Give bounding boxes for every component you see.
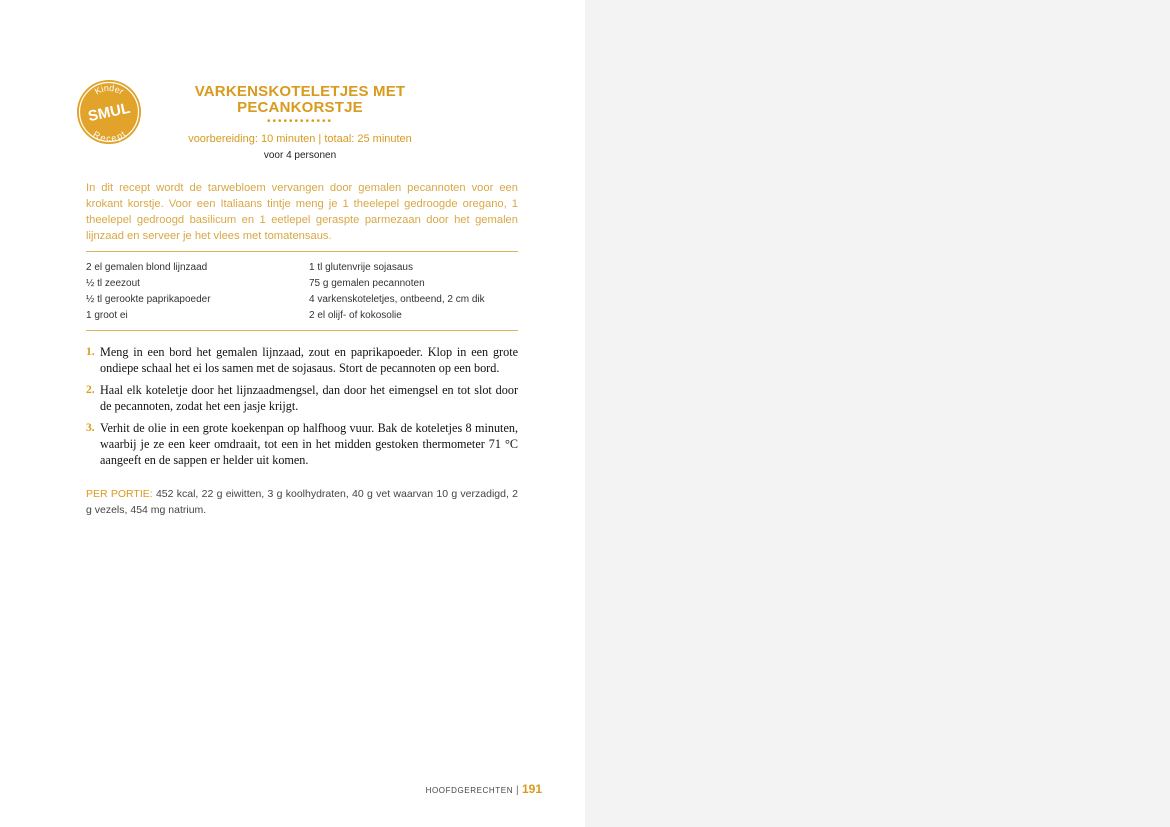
ingredient-item: 1 tl glutenvrije sojasaus: [309, 262, 413, 273]
footer-separator: |: [515, 785, 520, 796]
step-number: 1.: [86, 346, 95, 358]
kinder-smul-recept-badge: [76, 79, 142, 145]
ingredient-item: 75 g gemalen pecannoten: [309, 278, 425, 289]
ingredient-item: 4 varkenskoteletjes, ontbeend, 2 cm dik: [309, 294, 485, 305]
recipe-title-line-2: PECANKORSTJE: [237, 99, 363, 116]
step-number: 2.: [86, 384, 95, 396]
divider-top: [86, 251, 518, 252]
recipe-intro: In dit recept wordt de tarwebloem vervangen door gemalen pecannoten voor een krokant korstje. Voor een Italiaans tintje meng je 1 theelepel gedroogde oregano, 1 theelepel gedroogd basilicum en 1 eetlepel geraspte parmezaan door het gemalen lijnzaad en serveer je het vlees met tomatensaus.: [86, 182, 518, 242]
method-step: [86, 420, 518, 468]
recipe-timing: voorbereiding: 10 minuten | totaal: 25 minuten: [188, 133, 412, 145]
right-page: [585, 0, 1170, 827]
page-number: 191: [521, 782, 542, 796]
ingredient-item: ½ tl zeezout: [86, 278, 140, 289]
badge-main-text: SMUL: [86, 99, 132, 126]
recipe-servings: voor 4 personen: [263, 150, 337, 161]
recipe-title: [180, 84, 420, 116]
method-step: [86, 382, 518, 414]
nutrition-label: PER PORTIE:: [86, 488, 153, 500]
title-ornament: ••••••••••••: [266, 116, 333, 127]
method-step: [86, 344, 518, 376]
nutrition-text: 452 kcal, 22 g eiwitten, 3 g koolhydraten, 40 g vet waarvan 10 g verzadigd, 2 g vezels, 454 mg natrium.: [86, 488, 518, 516]
badge-bottom-text: Recept: [91, 129, 128, 144]
ingredient-item: 1 groot ei: [86, 310, 128, 321]
step-text: Haal elk koteletje door het lijnzaadmengsel, dan door het eimengsel en tot slot door de pecannoten, zodat het een jasje krijgt.: [100, 383, 518, 413]
ingredients-left: [86, 260, 211, 324]
divider-bottom: [86, 330, 518, 331]
ingredient-item: 2 el olijf- of kokosolie: [309, 310, 402, 321]
ingredient-item: ½ tl gerookte paprikapoeder: [86, 294, 211, 305]
footer-section: HOOFDGERECHTEN: [425, 786, 514, 795]
step-text: Meng in een bord het gemalen lijnzaad, zout en paprikapoeder. Klop in een grote ondiepe schaal het ei los samen met de sojasaus. Stort de pecannoten op een bord.: [100, 345, 518, 375]
ingredient-item: 2 el gemalen blond lijnzaad: [86, 262, 208, 273]
recipe-title-line-1: VARKENSKOTELETJES MET: [194, 83, 406, 100]
badge-top-text: Kinder: [92, 82, 126, 97]
ingredients-right: [309, 260, 485, 324]
step-number: 3.: [86, 422, 95, 434]
step-text: Verhit de olie in een grote koekenpan op halfhoog vuur. Bak de koteletjes 8 minuten, waarbij je ze een keer omdraait, tot een in het midden gestoken thermometer 71 °C aangeeft en de sappen er helder uit komen.: [100, 421, 518, 467]
method-steps: [86, 344, 518, 474]
page-footer: [380, 782, 542, 796]
nutrition-info: [86, 486, 518, 518]
